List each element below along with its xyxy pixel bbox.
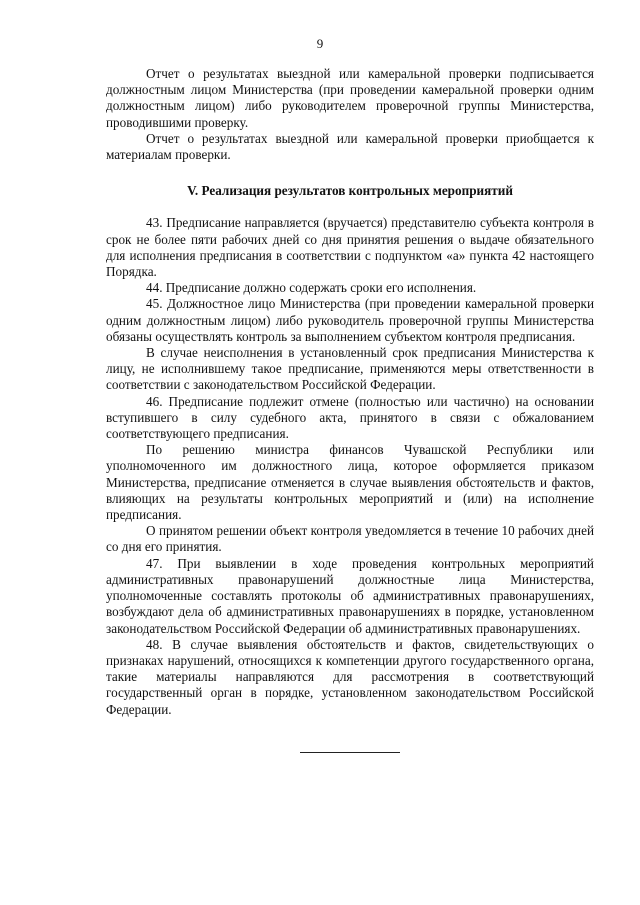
document-body <box>106 66 594 718</box>
paragraph-44: 44. Предписание должно содержать сроки его исполнения. <box>146 280 477 296</box>
paragraph-48: 48. В случае выявления обстоятельств и фактов, свидетельствующих о признаках нарушений, относящихся к компетенции другого государственного органа, такие материалы направляются для рассмотрения в соответствующий государственный орган в порядке, установленном законодательством Российской Федерации. <box>106 636 594 717</box>
page-number: 9 <box>316 36 324 51</box>
paragraph-45: 45. Должностное лицо Министерства (при проведении камеральной проверки одним должностным лицом) либо руководитель проверочной группы Министерства обязаны осуществлять контроль за выполнением субъектом контроля предписания. <box>106 296 594 344</box>
paragraph-47: 47. При выявлении в ходе проведения контрольных мероприятий административных правонарушений должностные лица Министерства, уполномоченные составлять протоколы об административных правонарушениях, возбуждают дела об административных правонарушениях в порядке, установленном законодательством Российской Федерации об административных правонарушениях. <box>106 555 594 636</box>
section-heading: V. Реализация результатов контрольных мероприятий <box>187 183 513 199</box>
paragraph-46: 46. Предписание подлежит отмене (полностью или частично) на основании вступившего в силу судебного акта, принятого в связи с обжалованием соответствующего предписания. <box>106 393 594 442</box>
end-of-document-rule <box>300 752 400 753</box>
paragraph-43: 43. Предписание направляется (вручается) представителю субъекта контроля в срок не более пяти рабочих дней со дня принятия решения о выдаче обязательного для исполнения предписания в соответствии с подпунктом «а» пункта 42 настоящего Порядка. <box>106 215 594 280</box>
paragraph-46-cancellation: По решению министра финансов Чувашской Республики или уполномоченного им должностного лица, которое оформляется приказом Министерства, предписание отменяется в случае выявления обстоятельств и фактов, влияющих на результаты контрольных мероприятий и (или) на исполнение предписания. <box>106 442 594 523</box>
paragraph-report-attachment: Отчет о результатах выездной или камеральной проверки приобщается к материалам проверки. <box>106 130 594 163</box>
paragraph-46-notification: О принятом решении объект контроля уведомляется в течение 10 рабочих дней со дня его принятия. <box>106 523 594 555</box>
paragraph-report-signing: Отчет о результатах выездной или камеральной проверки подписывается должностным лицом Министерства (при проведении камеральной проверки одним должностным лицом) либо руководителем проверочной группы Министерства, проводившими проверку. <box>106 66 594 130</box>
paragraph-45-consequences: В случае неисполнения в установленный срок предписания Министерства к лицу, не исполнившему такое предписание, применяются меры ответственности в соответствии с законодательством Российской Федерации. <box>106 345 594 393</box>
